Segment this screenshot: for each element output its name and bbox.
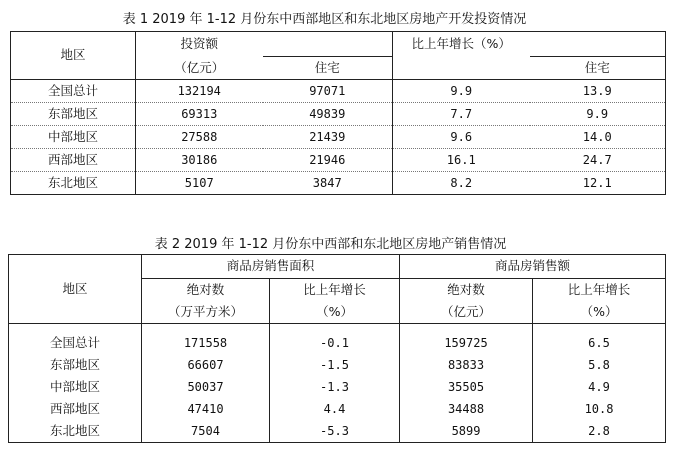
t2-header-area-group: 商品房销售面积: [142, 255, 400, 279]
table-row: [9, 420, 666, 443]
t1-cell-investment: 69313: [136, 103, 263, 126]
t2-cell-sales-growth: 5.8: [588, 358, 610, 372]
t2-header-area-abs-unit: （万平方米）: [142, 301, 270, 324]
t2-cell-area-abs: 47410: [142, 398, 270, 420]
table-row: [9, 354, 666, 376]
t1-cell-region: 全国总计: [11, 80, 136, 103]
t1-cell-residential: 3847: [263, 172, 393, 195]
t1-cell-growth-residential: 13.9: [530, 80, 666, 103]
t2-cell-region: 东部地区: [9, 354, 142, 376]
t1-cell-growth-residential: 9.9: [530, 103, 666, 126]
t2-header-sales-abs-unit: （亿元）: [400, 301, 533, 324]
t2-cell-region: 西部地区: [9, 398, 142, 420]
t1-cell-growth-residential: 12.1: [530, 172, 666, 195]
t1-cell-growth: 8.2: [393, 172, 530, 195]
table-row: [11, 126, 666, 149]
t2-header-region: 地区: [9, 255, 142, 324]
t2-cell-sales-abs: 159725: [400, 332, 533, 354]
t1-cell-region: 东部地区: [11, 103, 136, 126]
t2-cell-sales-growth: 4.9: [588, 380, 610, 394]
t1-header-residential: 住宅: [263, 57, 393, 80]
t2-cell-area-abs: 66607: [142, 354, 270, 376]
t1-cell-region: 中部地区: [11, 126, 136, 149]
t1-header-growth-residential: 住宅: [530, 57, 666, 80]
t1-cell-investment: 27588: [136, 126, 263, 149]
t1-cell-region: 西部地区: [11, 149, 136, 172]
table-row: [9, 332, 666, 354]
t1-header-investment-unit: （亿元）: [174, 59, 225, 75]
t2-cell-region: 中部地区: [9, 376, 142, 398]
table-row: [11, 80, 666, 103]
t2-cell-area-abs: 50037: [142, 376, 270, 398]
t2-cell-area-growth: 4.4: [270, 398, 400, 420]
t2-cell-sales-abs: 5899: [400, 420, 533, 443]
t1-cell-residential: 97071: [263, 80, 393, 103]
t2-cell-sales-abs: 83833: [400, 354, 533, 376]
investment-table: [10, 31, 666, 195]
t1-cell-residential: 49839: [263, 103, 393, 126]
t2-header-sales-abs: 绝对数: [400, 279, 533, 302]
t2-header-sales-growth: 比上年增长: [567, 281, 631, 297]
t2-cell-sales-abs: 35505: [400, 376, 533, 398]
table1-title: 表 1 2019 年 1-12 月份东中西部地区和东北地区房地产开发投资情况: [122, 12, 527, 27]
t1-cell-residential: 21946: [263, 149, 393, 172]
t1-cell-investment: 132194: [136, 80, 263, 103]
t1-cell-growth: 7.7: [393, 103, 530, 126]
t1-cell-growth: 16.1: [393, 149, 530, 172]
t1-header-growth: 比上年增长（%）: [411, 36, 511, 51]
t2-cell-area-growth: -1.5: [270, 354, 400, 376]
t1-header-investment: 投资额: [180, 36, 218, 51]
t2-cell-region: 东北地区: [9, 420, 142, 443]
table-row: [9, 398, 666, 420]
table-row: [9, 376, 666, 398]
sales-table: [8, 254, 666, 443]
t2-header-area-growth: 比上年增长: [270, 279, 400, 302]
t1-cell-growth-residential: 14.0: [530, 126, 666, 149]
t2-cell-sales-growth: 10.8: [584, 402, 614, 416]
t2-cell-area-growth: -1.3: [270, 376, 400, 398]
table-row: [11, 103, 666, 126]
t2-header-sales-growth-unit: （%）: [580, 303, 618, 319]
t2-cell-area-abs: 7504: [142, 420, 270, 443]
t2-cell-region: 全国总计: [9, 332, 142, 354]
t2-cell-sales-growth: 2.8: [588, 424, 610, 438]
t2-cell-area-growth: -5.3: [270, 420, 400, 443]
t1-header-region: 地区: [11, 32, 136, 80]
t2-cell-area-growth: -0.1: [270, 332, 400, 354]
t2-cell-sales-growth: 6.5: [588, 336, 610, 350]
t1-cell-growth: 9.6: [393, 126, 530, 149]
table-row: [11, 172, 666, 195]
table-row: [11, 149, 666, 172]
t1-cell-growth-residential: 24.7: [530, 149, 666, 172]
t2-header-area-growth-unit: （%）: [270, 301, 400, 324]
t1-cell-investment: 5107: [136, 172, 263, 195]
t2-header-area-abs: 绝对数: [142, 279, 270, 302]
t1-cell-region: 东北地区: [11, 172, 136, 195]
table2-title: 表 2 2019 年 1-12 月份东中西部和东北地区房地产销售情况: [154, 237, 507, 252]
t1-cell-investment: 30186: [136, 149, 263, 172]
t1-cell-growth: 9.9: [393, 80, 530, 103]
t2-header-sales-group: 商品房销售额: [400, 255, 666, 279]
t2-cell-area-abs: 171558: [142, 332, 270, 354]
t1-cell-residential: 21439: [263, 126, 393, 149]
t2-cell-sales-abs: 34488: [400, 398, 533, 420]
